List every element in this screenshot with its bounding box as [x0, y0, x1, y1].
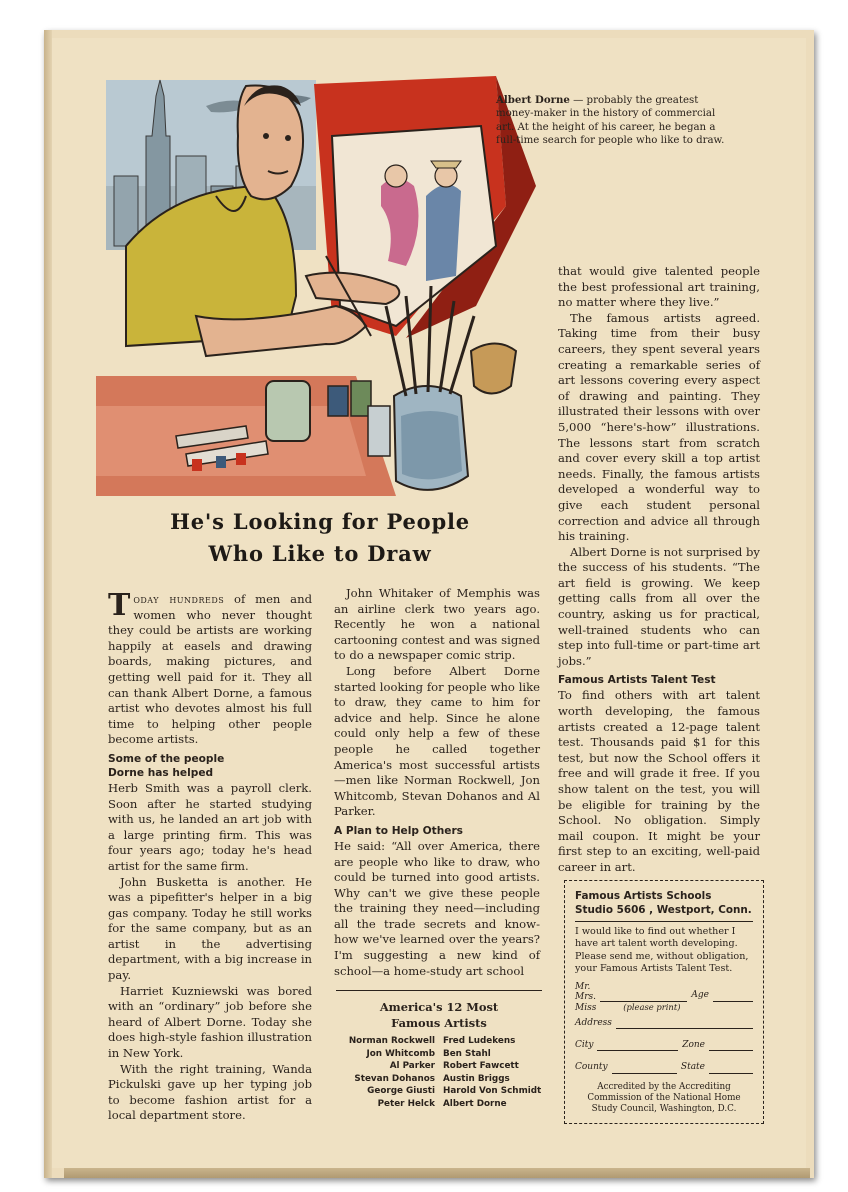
col1-paragraph-3: John Busketta is another. He was a pipefitter's helper in a big gas company. Today he still works for the same company, but as an artist in the advertising department, with a big increase in pay.	[108, 874, 312, 983]
please-print-note: (please print)	[623, 1001, 681, 1012]
illustration-caption	[496, 94, 736, 148]
col2-paragraph-2: Long before Albert Dorne started looking for people who like to draw, they came to him for advice and help. Since he alone could only help a few of these people he called together America's most successful artists —men like Norman Rockwell, Jon Whitcomb, Stevan Dohanos and Al Parker.	[334, 663, 540, 819]
accreditation-note: Accredited by the Accrediting Commission of the National Home Study Council, Washington, D.C.	[587, 1081, 741, 1114]
caption-name: Albert Dorne	[496, 94, 570, 106]
page-spine-edge	[44, 30, 52, 1178]
lead-small-caps: oday hundreds	[133, 592, 225, 606]
address-field[interactable]	[616, 1018, 753, 1029]
column-1	[108, 588, 312, 1124]
miss-row	[575, 1002, 753, 1013]
artist-name: Jon Whitcomb	[366, 1048, 435, 1059]
artist-name: Al Parker	[389, 1061, 435, 1072]
famous-title-line-1: America's 12 Most	[379, 1000, 499, 1014]
age-field[interactable]	[713, 991, 753, 1002]
city-row	[575, 1039, 753, 1051]
artist-name: George Giusti	[367, 1086, 435, 1097]
artist-name: Robert Fawcett	[443, 1061, 519, 1072]
headline	[110, 506, 530, 570]
artist-name: Albert Dorne	[443, 1098, 507, 1109]
col3-paragraph-4: To find others with art talent worth developing, the famous artists created a 12-page talent test. Thousands paid $1 for this test, but now the School offers it free and will grade it free. If you show talent on the test, you will be eligible for training by the School. No obligation. Simply mail coupon. It might be your first step to an exciting, well-paid career in art.	[558, 688, 760, 874]
artist-name: Ben Stahl	[443, 1048, 491, 1059]
caption-text: — probably the greatest money-maker in the history of commercial art. At the height of his career, he began a full-time search for people who like to draw.	[496, 95, 725, 147]
column-3	[558, 264, 760, 876]
state-field[interactable]	[709, 1063, 753, 1074]
artist-name: Stevan Dohanos	[354, 1073, 435, 1084]
drop-cap: T	[108, 588, 131, 623]
col3-subhead: Famous Artists Talent Test	[558, 674, 716, 687]
col1-paragraph-1	[108, 588, 312, 748]
page-bottom-edge	[64, 1168, 810, 1178]
artist-name: Norman Rockwell	[348, 1036, 435, 1046]
coupon-body: I would like to find out whether I have art talent worth developing. Please send me, without obligation, your Famous Artists Talent Test.	[575, 921, 753, 976]
artist-illustration	[96, 76, 536, 506]
mr-label: Mr.	[575, 981, 591, 992]
col1-subhead	[108, 752, 312, 780]
mail-coupon[interactable]	[564, 880, 764, 1124]
city-label: City	[575, 1040, 594, 1051]
col2-subhead: A Plan to Help Others	[334, 824, 463, 837]
artist-name: Peter Helck	[377, 1098, 435, 1109]
city-field[interactable]	[597, 1040, 678, 1051]
coupon-title	[575, 889, 753, 917]
county-field[interactable]	[612, 1063, 677, 1074]
county-label: County	[575, 1062, 608, 1073]
col3-paragraph-3: Albert Dorne is not surprised by the success of his students. “The art field is growing. We keep getting calls from all over the country, asking us for practical, well-trained students who can step into full-time or part-time art jobs.”	[558, 544, 760, 668]
col2-paragraph-3: He said: “All over America, there are people who like to draw, who could be turned into good artists. Why can't we give these people the training they need—including all the trade secrets and know-how we've learned over the years? I'm suggesting a new kind of school—a home-study art school	[334, 838, 540, 978]
famous-title-line-2: Famous Artists	[391, 1016, 487, 1030]
col1-paragraph-2: Herb Smith was a payroll clerk. Soon after he started studying with us, he landed an art job with a large printing firm. This was four years ago; today he's head artist for the same firm.	[108, 780, 312, 873]
artist-name: Harold Von Schmidt	[443, 1086, 542, 1097]
name-field[interactable]	[600, 991, 687, 1002]
name-row	[575, 982, 753, 1002]
column-2	[334, 586, 540, 979]
col2-paragraph-1: John Whitaker of Memphis was an airline clerk two years ago. Recently he won a national cartooning contest and was signed to do a newspaper comic strip.	[334, 586, 540, 663]
address-label: Address	[575, 1017, 612, 1028]
coupon-title-line-1: Famous Artists Schools	[575, 890, 712, 902]
artist-name: Austin Briggs	[443, 1073, 510, 1084]
col3-paragraph-2: The famous artists agreed. Taking time from their busy careers, they spent several years creating a remarkable series of art lessons covering every aspect of drawing and painting. They illustrated their lessons with over 5,000 “here's-how” illustrations. The lessons start from scratch and cover every skill a top artist needs. Finally, the famous artists developed a wonderful way to give each student personal correction and advice all through his training.	[558, 310, 760, 544]
artist-names-grid	[336, 1035, 542, 1111]
coupon-title-line-2: Studio 5606 , Westport, Conn.	[575, 904, 752, 916]
address-row	[575, 1017, 753, 1029]
col1-subhead-line-2: Dorne has helped	[108, 766, 214, 779]
col1-paragraph-5: With the right training, Wanda Pickulski gave up her typing job to become fashion artist for a local department store.	[108, 1061, 312, 1123]
county-row	[575, 1061, 753, 1073]
state-label: State	[680, 1062, 705, 1073]
col1-subhead-line-1: Some of the people	[108, 752, 225, 765]
zone-label: Zone	[682, 1040, 705, 1051]
headline-line-1: He's Looking for People	[170, 509, 470, 534]
col1-p1-text: of men and women who never thought they could be artists are working happily at easels and drawing boards, making pictures, and getting well paid for it. They all can thank Albert Dorne, a famous artist who devotes almost his full time to helping other people become artists.	[108, 592, 312, 747]
col3-paragraph-1: that would give talented people the best professional art training, no matter where they live.”	[558, 264, 760, 310]
mrs-label: Mrs.	[575, 991, 596, 1002]
miss-label: Miss	[575, 1002, 597, 1013]
zone-field[interactable]	[709, 1040, 753, 1051]
artist-name: Fred Ludekens	[443, 1036, 516, 1046]
age-label: Age	[691, 990, 709, 1001]
col1-paragraph-4: Harriet Kuzniewski was bored with an “ordinary” job before she heard of Albert Dorne. Today she does high-style fashion illustration in New York.	[108, 983, 312, 1061]
headline-line-2: Who Like to Draw	[208, 541, 432, 566]
famous-artists-title	[336, 999, 542, 1031]
famous-artists-list	[336, 990, 542, 1111]
